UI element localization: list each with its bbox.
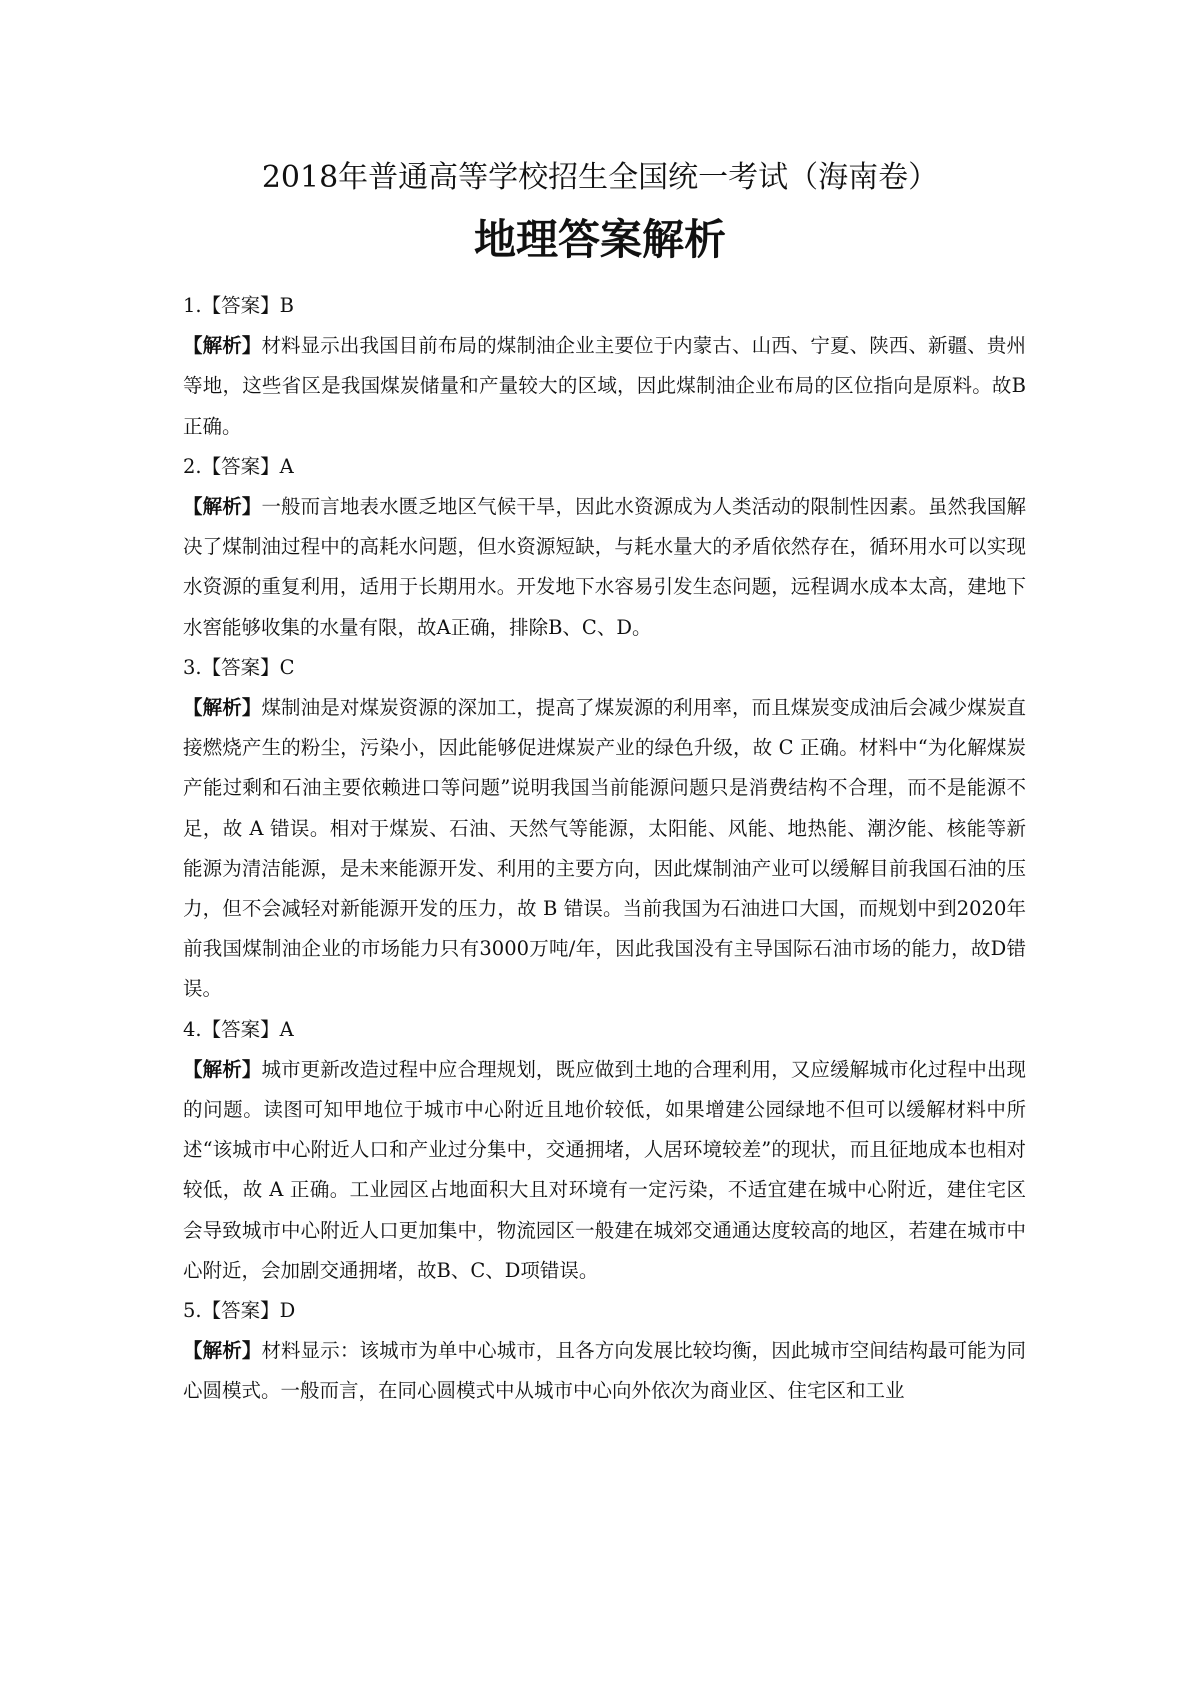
analysis-text: 一般而言地表水匮乏地区气候干旱，因此水资源成为人类活动的限制性因素。虽然我国解决了煤制油过程中的高耗水问题，但水资源短缺，与耗水量大的矛盾依然存在，循环用水可以实现水资源的重复利用，适用于长期用水。开发地下水容易引发生态问题，远程调水成本太高，建地下水窖能够收集的水量有限，故A正确，排除B、C、D。 xyxy=(183,495,1026,639)
answer-line: 3.【答案】C xyxy=(183,655,295,679)
analysis-paragraph xyxy=(183,487,1026,648)
analysis-paragraph xyxy=(183,326,1026,447)
analysis-tag: 【解析】 xyxy=(183,1057,262,1081)
answer-line: 4.【答案】A xyxy=(183,1017,294,1041)
analysis-tag: 【解析】 xyxy=(183,1339,262,1363)
analysis-tag: 【解析】 xyxy=(183,334,262,358)
document-title: 2018年普通高等学校招生全国统一考试（海南卷） xyxy=(261,160,939,195)
question-item-2 xyxy=(183,447,1026,648)
analysis-text: 煤制油是对煤炭资源的深加工，提高了煤炭源的利用率，而且煤炭变成油后会减少煤炭直接燃烧产生的粉尘，污染小，因此能够促进煤炭产业的绿色升级，故 C 正确。材料中“为化解煤炭产能过剩和石油主要依赖进口等问题”说明我国当前能源问题只是消费结构不合理，而不是能源不足，故 A 错误。相对于煤炭、石油、天然气等能源，太阳能、风能、地热能、潮汐能、核能等新能源为清洁能源，是未来能源开发、利用的主要方向，因此煤制油产业可以缓解目前我国石油的压力，但不会减轻对新能源开发的压力，故 B 错误。当前我国为石油进口大国，而规划中到2020年前我国煤制油企业的市场能力只有3000万吨/年，因此我国没有主导国际石油市场的能力，故D错误。 xyxy=(183,696,1026,1001)
answer-list xyxy=(183,286,1026,1412)
question-item-5 xyxy=(183,1291,1026,1412)
question-item-1 xyxy=(183,286,1026,447)
analysis-text: 材料显示：该城市为单中心城市，且各方向发展比较均衡，因此城市空间结构最可能为同心圆模式。一般而言，在同心圆模式中从城市中心向外依次为商业区、住宅区和工业 xyxy=(183,1339,1026,1403)
answer-line: 2.【答案】A xyxy=(183,454,294,478)
question-item-4 xyxy=(183,1010,1026,1291)
analysis-text: 材料显示出我国目前布局的煤制油企业主要位于内蒙古、山西、宁夏、陕西、新疆、贵州等地，这些省区是我国煤炭储量和产量较大的区域，因此煤制油企业布局的区位指向是原料。故B正确。 xyxy=(183,334,1026,438)
answer-line: 5.【答案】D xyxy=(183,1299,296,1323)
analysis-paragraph xyxy=(183,688,1026,1010)
question-item-3 xyxy=(183,648,1026,1010)
analysis-tag: 【解析】 xyxy=(183,696,262,720)
answer-line: 1.【答案】B xyxy=(183,294,294,317)
analysis-text: 城市更新改造过程中应合理规划，既应做到土地的合理利用，又应缓解城市化过程中出现的问题。读图可知甲地位于城市中心附近且地价较低，如果增建公园绿地不但可以缓解材料中所述“该城市中心附近人口和产业过分集中，交通拥堵，人居环境较差”的现状，而且征地成本也相对较低，故 A 正确。工业园区占地面积大且对环境有一定污染，不适宜建在城中心附近，建住宅区会导致城市中心附近人口更加集中，物流园区一般建在城郊交通通达度较高的地区，若建在城市中心附近，会加剧交通拥堵，故B、C、D项错误。 xyxy=(183,1057,1026,1282)
document-subtitle: 地理答案解析 xyxy=(473,215,726,264)
analysis-paragraph xyxy=(183,1331,1026,1411)
analysis-tag: 【解析】 xyxy=(183,495,262,519)
analysis-paragraph xyxy=(183,1050,1026,1291)
